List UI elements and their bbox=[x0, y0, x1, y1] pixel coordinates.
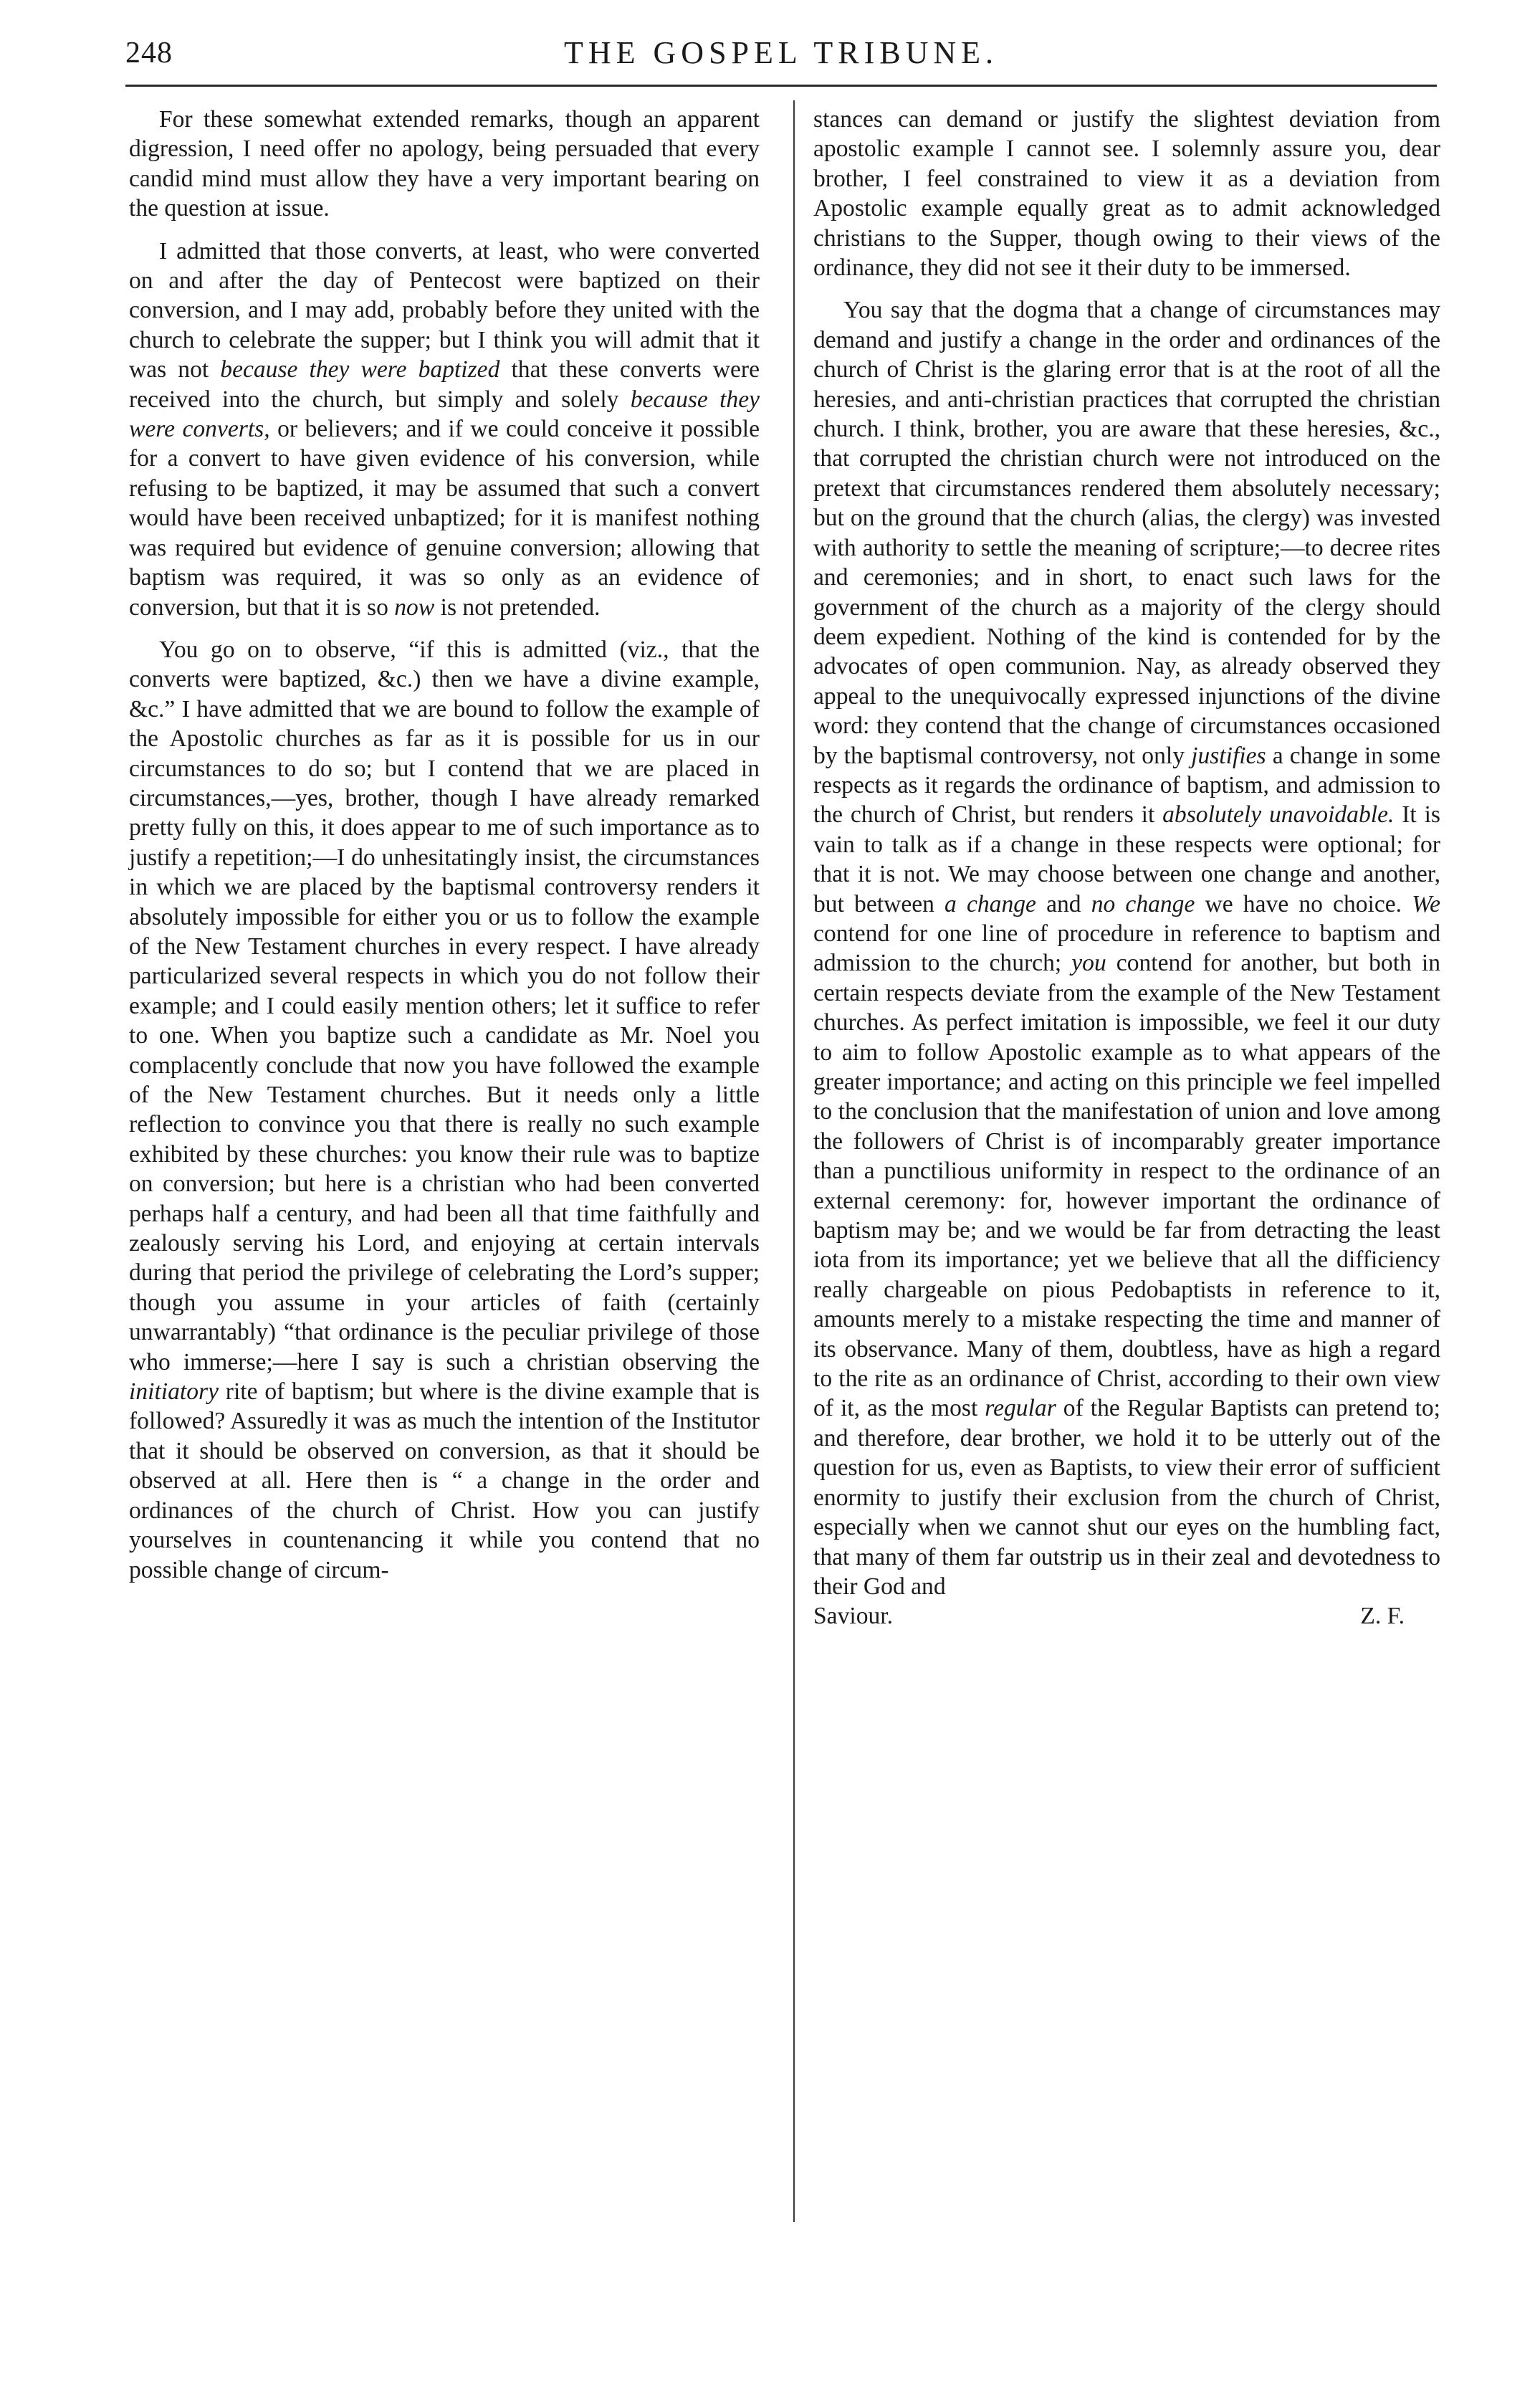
paragraph: stances can demand or justify the slightest deviation from apostolic example I cannot see. I solemnly assure you, dear brother, I feel constrained to view it as a deviation from Apostolic example equally great as to admit acknowledged christians to the Supper, though owing to their views of the ordinance, they did not see it their duty to be immersed. bbox=[813, 106, 1440, 282]
paragraph: For these somewhat extended remarks, though an apparent digression, I need offer no apology, being persuaded that every candid mind must allow they have a very important bearing on the question at issue. bbox=[129, 106, 760, 222]
paragraph: I admitted that those converts, at least, who were converted on and after the day of Pentecost were baptized on their conversion, and I may add, probably before they united with the church to celebrate the supper; but I think you will admit that it was not because they were baptized that these converts were received into the church, but simply and solely because they were converts, or believers; and if we could conceive it possible for a convert to have given evidence of his conversion, while refusing to be baptized, it may be assumed that such a convert would have been received unbaptized; for it is manifest nothing was required but evidence of genuine conversion; allowing that baptism was required, it was so only as an evidence of conversion, but that it is so now is not pretended. bbox=[129, 237, 760, 621]
italic-text: initiatory bbox=[129, 1378, 219, 1406]
author-signature: Z. F. bbox=[1360, 1603, 1405, 1630]
page-number: 248 bbox=[125, 37, 173, 70]
italic-text: no change bbox=[1091, 890, 1195, 917]
italic-text: now bbox=[394, 593, 435, 621]
closing-word: Saviour. bbox=[813, 1603, 893, 1630]
left-column bbox=[129, 105, 760, 1598]
right-column bbox=[813, 105, 1440, 1631]
italic-text: justifies bbox=[1191, 742, 1266, 769]
italic-text: a change bbox=[944, 890, 1036, 917]
italic-text: We bbox=[1412, 890, 1440, 917]
running-title: THE GOSPEL TRIBUNE. bbox=[564, 35, 998, 70]
closing-line bbox=[813, 1601, 1440, 1631]
paragraph: You go on to observe, “if this is admitted (viz., that the converts were baptized, &c.) then we have a divine example, &c.” I have admitted that we are bound to follow the example of the Apostolic churches as far as it is possible for us in our circumstances to do so; but I contend that we are placed in circumstances,—yes, brother, though I have already remarked pretty fully on this, it does appear to me of such importance as to justify a repetition;—I do unhesitatingly insist, the circumstances in which we are placed by the baptismal controversy renders it absolutely impossible for either you or us to follow the example of the New Testament churches in every respect. I have already particularized several respects in which you do not follow their example; and I could easily mention others; let it suffice to refer to one. When you baptize such a candidate as Mr. Noel you complacently conclude that now you have followed the example of the New Testament churches. But it needs only a little reflection to convince you that there is really no such example exhibited by these churches: you know their rule was to baptize on conversion; but here is a christian who had been converted perhaps half a century, and had been all that time faithfully and zealously serving his Lord, and enjoying at certain intervals during that period the privilege of celebrating the Lord’s supper; though you assume in your articles of faith (certainly unwarrantably) “that ordinance is the peculiar privilege of those who immerse;—here I say is such a christian observing the initiatory rite of baptism; but where is the divine example that is followed? Assuredly it was as much the intention of the Institutor that it should be observed on conversion, as that it should be observed at all. Here then is “ a change in the order and ordinances of the church of Christ. How you can justify yourselves in countenancing it while you contend that no possible change of circum- bbox=[129, 636, 760, 1583]
italic-text: regular bbox=[985, 1395, 1056, 1422]
column-divider bbox=[793, 100, 795, 2222]
italic-text: because they were baptized bbox=[220, 356, 500, 383]
italic-text: because they were converts, bbox=[129, 386, 760, 443]
header-rule bbox=[125, 85, 1437, 87]
page-header bbox=[125, 32, 1437, 75]
paragraph: You say that the dogma that a change of circumstances may demand and justify a change in the order and ordinances of the church of Christ is the glaring error that is at the root of all the heresies, and anti-christian practices that corrupted the christian church. I think, brother, you are aware that these heresies, &c., that corrupted the christian church were not introduced on the pretext that circumstances rendered them absolutely necessary; but on the ground that the church (alias, the clergy) was invested with authority to settle the meaning of scripture;—to decree rites and ceremonies; and in short, to enact such laws for the government of the church as a majority of the clergy should deem expedient. Nothing of the kind is contended for by the advocates of open communion. Nay, as already observed they appeal to the unequivocally expressed injunctions of the divine word: they contend that the change of circumstances occasioned by the baptismal controversy, not only justifies a change in some respects as it regards the ordinance of baptism, and admission to the church of Christ, but renders it absolutely unavoidable. It is vain to talk as if a change in these respects were optional; for that it is not. We may choose between one change and another, but between a change and no change we have no choice. We contend for one line of procedure in reference to baptism and admission to the church; you contend for another, but both in certain respects deviate from the example of the New Testament churches. As perfect imitation is impossible, we feel it our duty to aim to follow Apostolic example as to what appears of the greater importance; and acting on this principle we feel impelled to the conclusion that the manifestation of union and love among the followers of Christ is of incomparably greater importance than a punctilious uniformity in respect to the ordinance of an external ceremony: for, however important the ordinance of baptism may be; and we would be far from detracting the least iota from its importance; yet we believe that all the difficiency really chargeable on pious Pedobaptists in reference to it, amounts merely to a mistake respecting the time and manner of its observance. Many of them, doubtless, have as high a regard to the rite as an ordinance of Christ, according to their own view of it, as the most regular of the Regular Baptists can pretend to; and therefore, dear brother, we hold it to be utterly out of the question for us, even as Baptists, to view their error of sufficient enormity to justify their exclusion from the church of Christ, especially when we cannot shut our eyes on the humbling fact, that many of them far outstrip us in their zeal and devotedness to their God and bbox=[813, 297, 1441, 1600]
italic-text: you bbox=[1071, 950, 1106, 977]
italic-text: absolutely unavoidable. bbox=[1162, 801, 1395, 829]
